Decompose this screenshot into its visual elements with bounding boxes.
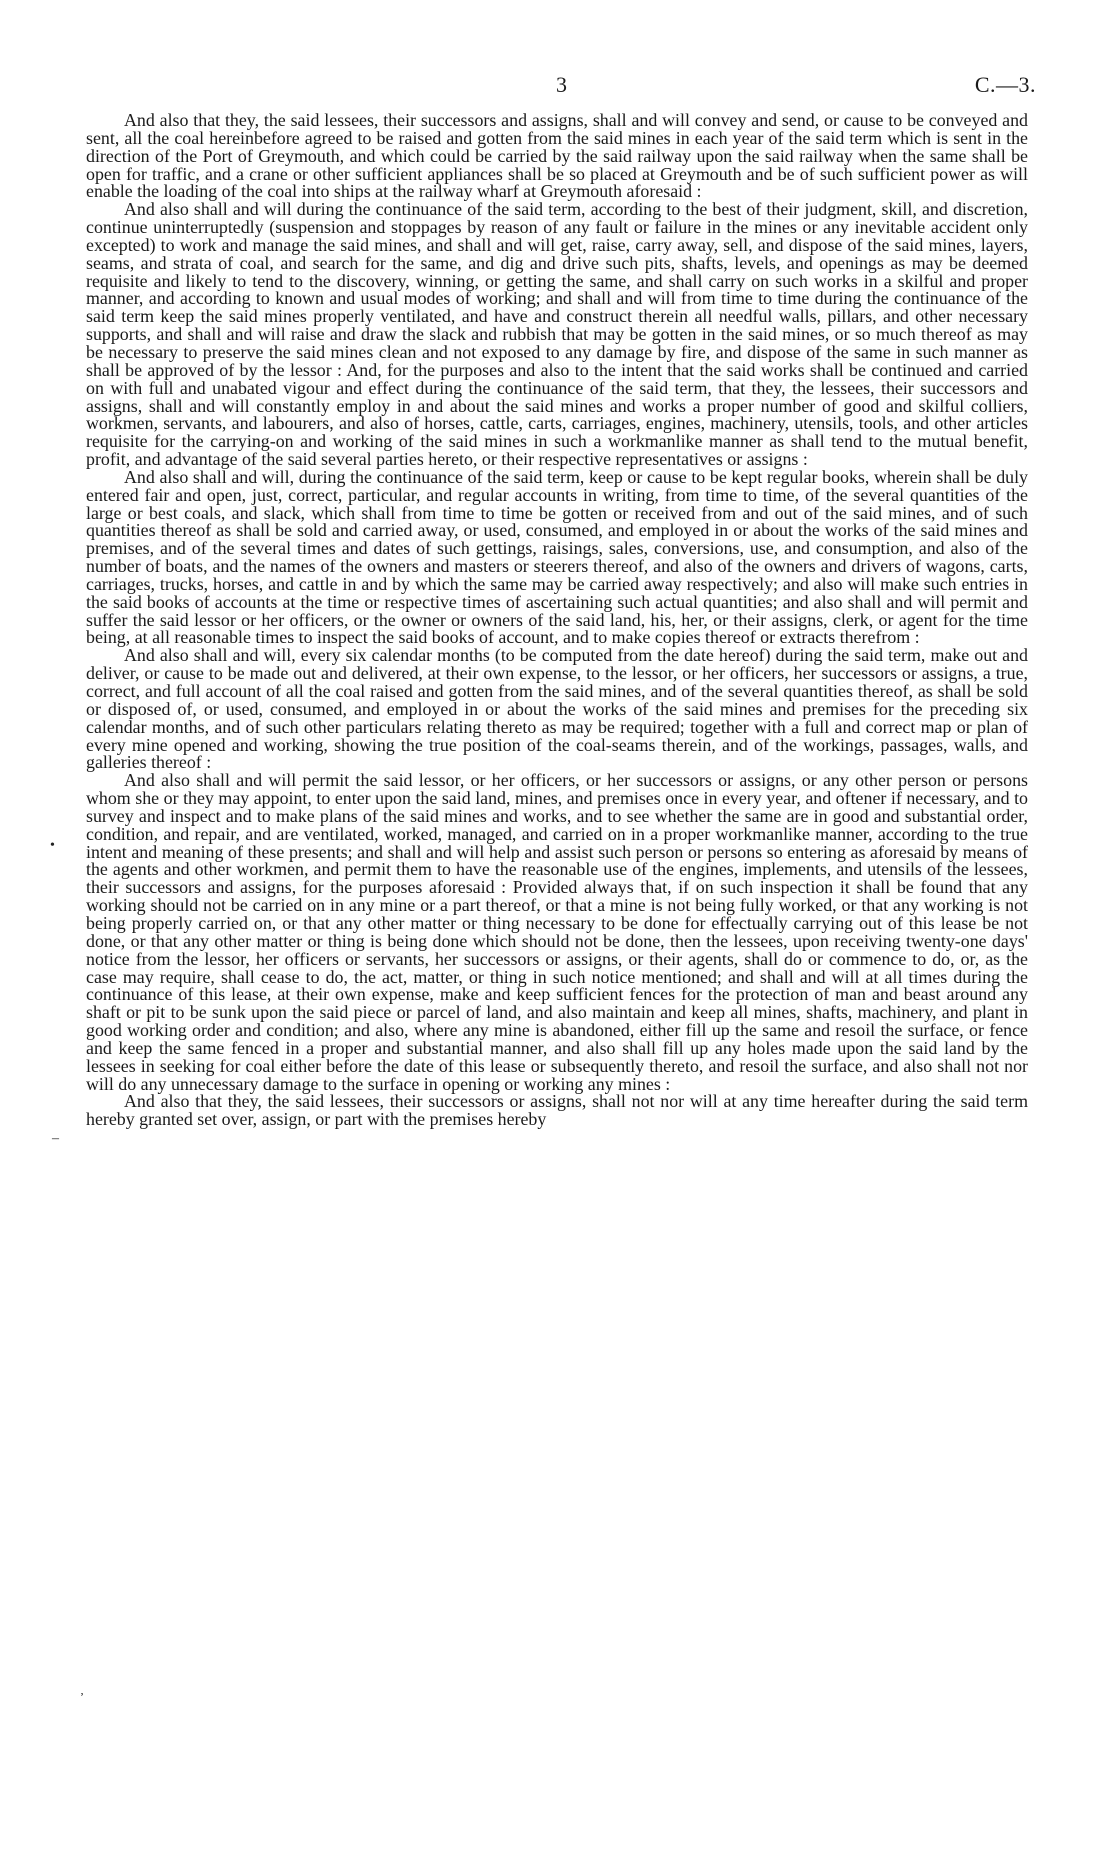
paragraph-half-yearly-account: And also shall and will, every six calendar months (to be computed from the date hereof) during the said term, make out and deliver, or cause to be made out and delivered, at their own expense, to the lessor, or her officers, her successors or assigns, a true, correct, and full account of all the coal raised and gotten from the said mines, and of the several quantities thereof, as shall be sold or disposed of, or used, consumed, and employed in or about the works of the said mines and premises for the preceding six calendar months, and of such other particulars relating thereto as may be required; together with a full and correct map or plan of every mine opened and working, showing the true position of the coal-seams therein, and of the workings, passages, walls, and galleries thereof : <box>86 645 1028 773</box>
page-header <box>0 72 1114 102</box>
paragraph-assignment-restriction: And also that they, the said lessees, their successors or assigns, shall not nor will at any time hereafter during the said term hereby granted set over, assign, or part with the premises hereby <box>86 1091 1028 1130</box>
page-number: 3 <box>556 72 567 97</box>
margin-dot-mark: • <box>50 838 55 853</box>
paragraph-inspection-and-fencing: And also shall and will permit the said lessor, or her officers, or her successors or assigns, or any other person or persons whom she or they may appoint, to enter upon the said land, mines, and premises once in every year, and oftener if necessary, and to survey and inspect and to make plans of the said mines and works, and to see whether the same are in good and substantial order, condition, and repair, and are ventilated, worked, managed, and carried on in a proper workmanlike manner, according to the true intent and meaning of these presents; and shall and will help and assist such person or persons so entering as aforesaid by means of the agents and other workmen, and permit them to have the reasonable use of the engines, implements, and utensils of the lessees, their successors and assigns, for the purposes aforesaid : Provided always that, if on such inspection it shall be found that any working should not be carried on in any mine or a part thereof, or that a mine is not being fully worked, or that any working is not being properly carried on, or that any other matter or thing necessary to be done for effectually carrying out of this lease be not done, or that any other matter or thing is being done which should not be done, then the lessees, upon receiving twenty-one days' notice from the lessor, her officers or servants, her successors or assigns, or their agents, shall do or commence to do, or, as the case may require, shall cease to do, the act, matter, or thing in such notice mentioned; and shall and will at all times during the continuance of this lease, at their own expense, make and keep sufficient fences for the protection of man and beast around any shaft or pit to be sunk upon the said piece or parcel of land, and also maintain and keep all mines, shafts, machinery, and plant in good working order and condition; and also, where any mine is abandoned, either fill up the same and resoil the surface, or fence and keep the same fenced in a proper and substantial manner, and also shall fill up any holes made upon the said land by the lessees in seeking for coal either before the date of this lease or subsequently thereto, and resoil the surface, and also shall not nor will do any unnecessary damage to the surface in opening or working any mines : <box>86 770 1028 1094</box>
margin-comma-mark: ‚ <box>80 1683 84 1697</box>
paragraph-working-of-mines: And also shall and will during the continuance of the said term, according to the best of their judgment, skill, and discretion, continue uninterruptedly (suspension and stoppages by reason of any fault or failure in the mines or any inevitable accident only excepted) to work and manage the said mines, and shall and will get, raise, carry away, sell, and dispose of the said mines, layers, seams, and strata of coal, and search for the same, and dig and drive such pits, shafts, levels, and openings as may be deemed requisite and likely to tend to the discovery, winning, or getting the same, and shall carry on such works in a skilful and proper manner, and according to known and usual modes of working; and shall and will from time to time during the continuance of the said term keep the said mines properly ventilated, and have and construct therein all needful walls, pillars, and other necessary supports, and shall and will raise and draw the slack and rubbish that may be gotten in the said mines, or so much thereof as may be necessary to preserve the said mines clean and not exposed to any damage by fire, and dispose of the same in such manner as shall be approved of by the lessor : And, for the purposes and also to the intent that the said works shall be continued and carried on with full and unabated vigour and effect during the continuance of the said term, that they, the lessees, their successors and assigns, shall and will constantly employ in and about the said mines and works a proper number of good and skilful colliers, workmen, servants, and labourers, and also of horses, cattle, carts, carriages, engines, machinery, utensils, tools, and other articles requisite for the carrying-on and working of the said mines in such a workmanlike manner as shall tend to the mutual benefit, profit, and advantage of the said several parties hereto, or their respective representatives or assigns : <box>86 199 1028 470</box>
document-body <box>86 112 1028 1129</box>
margin-dash-mark: – <box>52 1131 59 1146</box>
paragraph-coal-conveyance: And also that they, the said lessees, their successors and assigns, shall and will convey and send, or cause to be conveyed and sent, all the coal hereinbefore agreed to be raised and gotten from the said mines in each year of the said term which is sent in the direction of the Port of Greymouth, and which could be carried by the said railway upon the said railway when the same shall be open for traffic, and a crane or other sufficient appliances shall be so placed at Greymouth and be of such sufficient power as will enable the loading of the coal into ships at the railway wharf at Greymouth aforesaid : <box>86 110 1028 202</box>
document-reference: C.—3. <box>974 72 1036 97</box>
paragraph-books-of-account: And also shall and will, during the continuance of the said term, keep or cause to be kept regular books, wherein shall be duly entered fair and open, just, correct, particular, and regular accounts in writing, from time to time, of the several quantities of the large or best coals, and slack, which shall from time to time be gotten or received from and out of the said mines, and of such quantities thereof as shall be sold and carried away, or used, consumed, and employed in or about the works of the said mines and premises, and of the several times and dates of such gettings, raisings, sales, conversions, use, and consumption, and also of the number of boats, and the names of the owners and masters or steerers thereof, and also of the owners and drivers of wagons, carts, carriages, trucks, horses, and cattle in and by which the same may be carried away respectively; and also will make such entries in the said books of accounts at the time or respective times of ascertaining such actual quantities; and also shall and will permit and suffer the said lessor or her officers, or the owner or owners of the said land, his, her, or their assigns, clerk, or agent for the time being, at all reasonable times to inspect the said books of account, and to make copies thereof or extracts therefrom : <box>86 466 1028 648</box>
